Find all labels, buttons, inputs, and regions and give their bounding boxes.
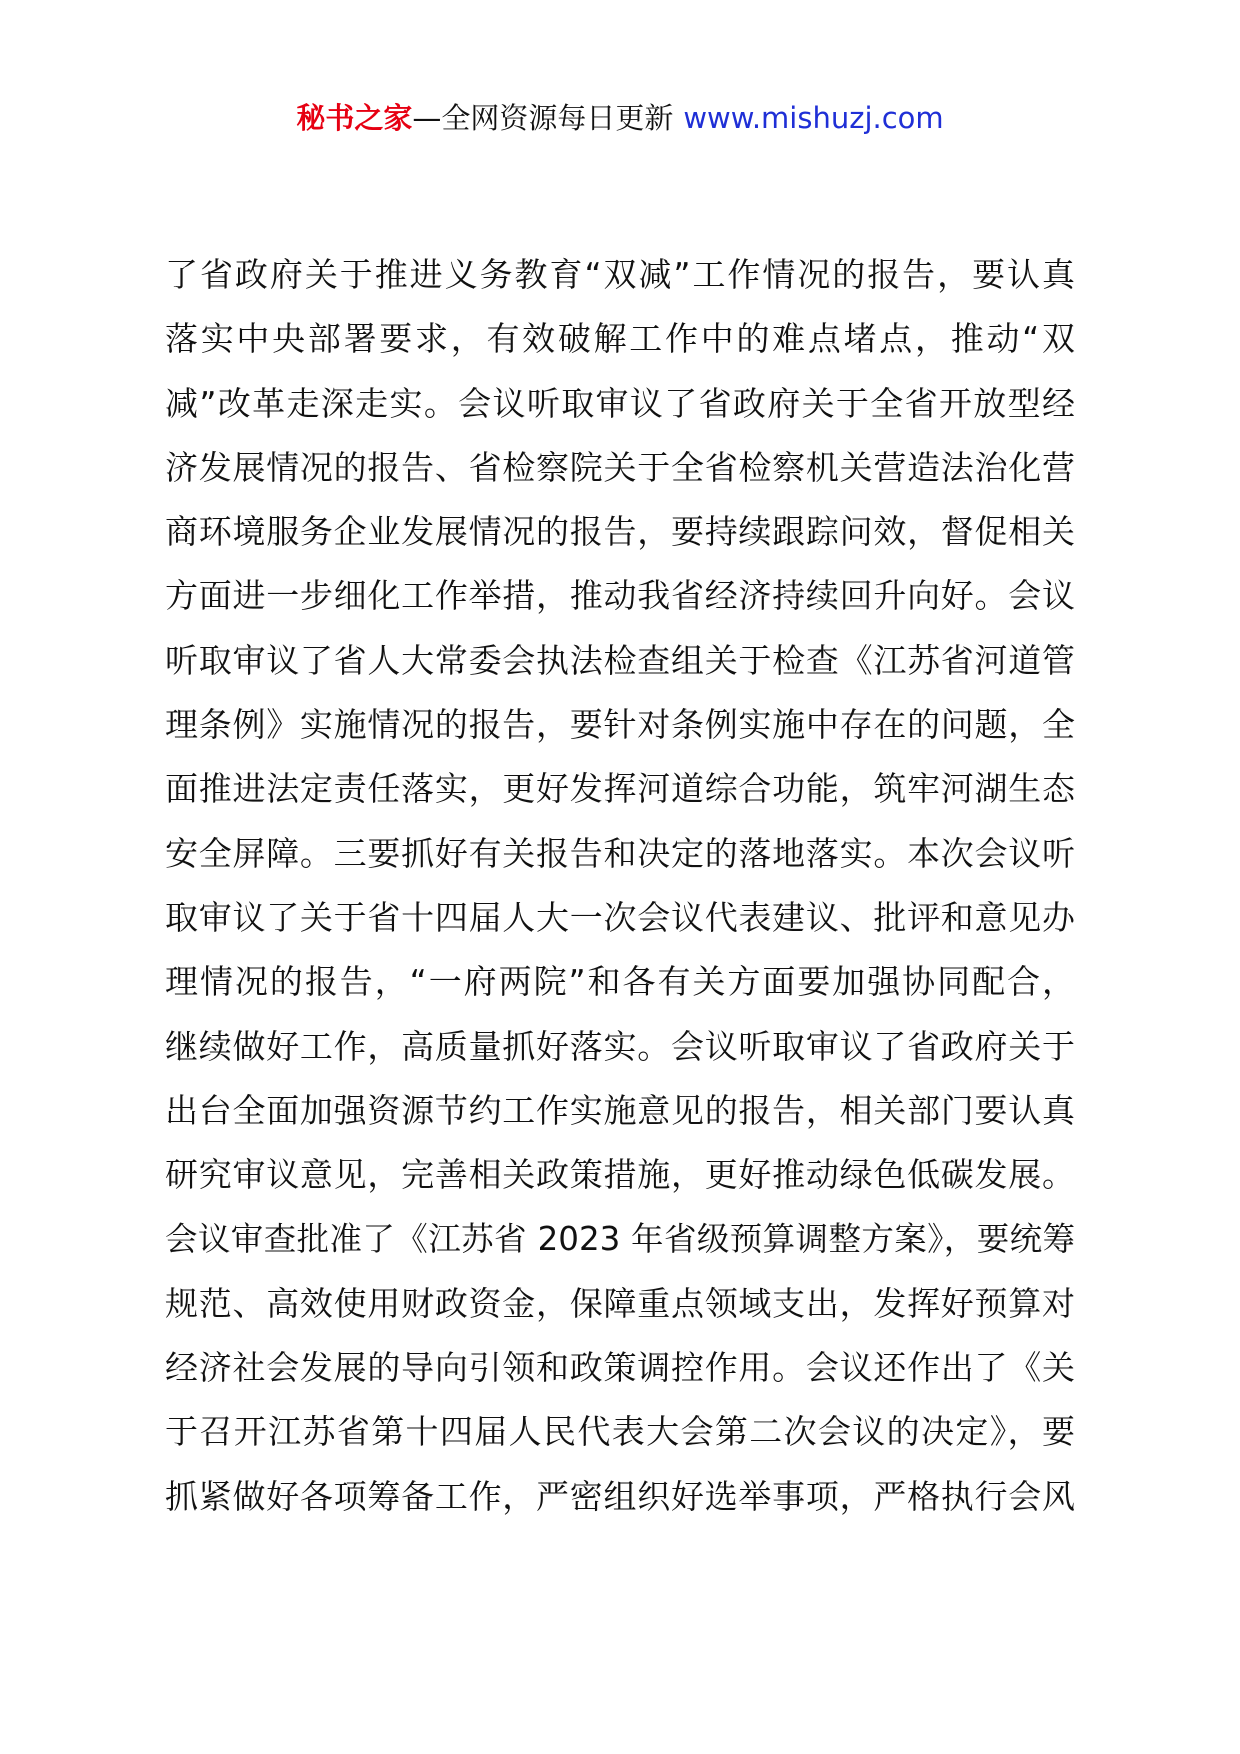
site-header: [0, 98, 1240, 138]
text-line: 会议审查批准了《江苏省 2023 年省级预算调整方案》，要统筹: [165, 1220, 1075, 1259]
text-line: 于召开江苏省第十四届人民代表大会第二次会议的决定》，要: [165, 1412, 1075, 1452]
text-line: 方面进一步细化工作举措，推动我省经济持续回升向好。会议: [165, 576, 1075, 616]
text-line: 出台全面加强资源节约工作实施意见的报告，相关部门要认真: [165, 1090, 1075, 1130]
text-line: 面推进法定责任落实，更好发挥河道综合功能，筑牢河湖生态: [165, 769, 1075, 809]
text-line: 取审议了关于省十四届人大一次会议代表建议、批评和意见办: [165, 897, 1075, 937]
text-line: 了省政府关于推进义务教育“双减”工作情况的报告，要认真: [165, 255, 1075, 294]
text-line: 减”改革走深走实。会议听取审议了省政府关于全省开放型经: [165, 383, 1075, 423]
text-line: 研究审议意见，完善相关政策措施，更好推动绿色低碳发展。: [165, 1155, 1075, 1195]
text-line: 商环境服务企业发展情况的报告，要持续跟踪问效，督促相关: [165, 512, 1075, 552]
body-text: [165, 243, 1075, 1529]
text-line: 安全屏障。三要抓好有关报告和决定的落地落实。本次会议听: [165, 833, 1075, 873]
text-line: 理条例》实施情况的报告，要针对条例实施中存在的问题，全: [165, 705, 1075, 745]
text-line: 经济社会发展的导向引领和政策调控作用。会议还作出了《关: [165, 1348, 1075, 1388]
text-line: 抓紧做好各项筹备工作，严密组织好选举事项，严格执行会风: [165, 1476, 1075, 1516]
header-tagline: —全网资源每日更新: [412, 101, 674, 135]
text-line: 继续做好工作，高质量抓好落实。会议听取审议了省政府关于: [165, 1026, 1075, 1066]
text-line: 落实中央部署要求，有效破解工作中的难点堵点，推动“双: [165, 319, 1075, 359]
text-line: 听取审议了省人大常委会执法检查组关于检查《江苏省河道管: [165, 640, 1075, 680]
text-line: 济发展情况的报告、省检察院关于全省检察机关营造法治化营: [165, 447, 1075, 487]
text-line: 理情况的报告，“一府两院”和各有关方面要加强协同配合，: [165, 962, 1075, 1002]
site-url[interactable]: www.mishuzj.com: [683, 101, 944, 135]
brand-name: 秘书之家: [296, 101, 413, 135]
text-line: 规范、高效使用财政资金，保障重点领域支出，发挥好预算对: [165, 1283, 1075, 1323]
